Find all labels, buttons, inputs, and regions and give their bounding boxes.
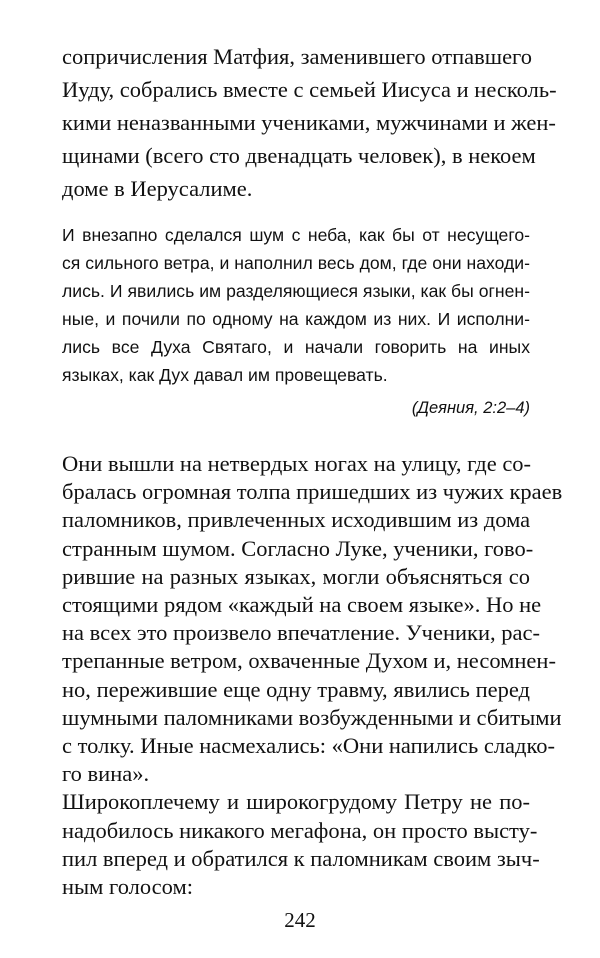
text-line: стоящими рядом «каждый на своем языке». Но не bbox=[62, 592, 542, 617]
text-line: странным шумом. Согласно Луке, ученики, гово- bbox=[62, 535, 534, 561]
text-line: на всех это произвело впечатление. Ученики, рас- bbox=[62, 620, 540, 646]
text-line: пил вперед и обратился к паломникам своим зыч- bbox=[62, 845, 540, 871]
text-line: паломников, привлеченных исходившим из дома bbox=[62, 507, 531, 533]
quote-line: лись. И явились им разделяющиеся языки, как бы огнен- bbox=[62, 281, 530, 301]
quote-line: лись все Духа Святаго, и начали говорить на иных bbox=[62, 337, 530, 357]
text-line: Широкоплечему и широкогрудому Петру не по- bbox=[62, 789, 530, 815]
text-line: доме в Иерусалиме. bbox=[62, 176, 253, 201]
text-line: Иуду, собрались вместе с семьей Иисуса и несколь- bbox=[62, 77, 557, 102]
quote-citation: (Деяния, 2:2–4) bbox=[411, 399, 530, 417]
page-number: 242 bbox=[284, 908, 316, 932]
text-line: ным голосом: bbox=[62, 874, 193, 899]
text-line: надобилось никакого мегафона, он просто высту- bbox=[62, 817, 538, 843]
quote-line: И внезапно сделался шум с неба, как бы от несущего- bbox=[62, 225, 530, 245]
quote-line: языках, как Дух давал им провещевать. bbox=[62, 365, 388, 385]
text-line: щинами (всего сто двенадцать человек), в некоем bbox=[62, 143, 536, 168]
quote-line: ся сильного ветра, и наполнил весь дом, где они находи- bbox=[62, 253, 530, 273]
text-line: трепанные ветром, охваченные Духом и, несомнен- bbox=[62, 648, 556, 674]
text-line: шумными паломниками возбужденными и сбитыми bbox=[62, 704, 562, 730]
text-line: но, пережившие еще одну травму, явились перед bbox=[62, 676, 530, 702]
text-line: сопричисления Матфия, заменившего отпавшего bbox=[62, 44, 532, 69]
quote-line: ные, и почили по одному на каждом из них. И исполни- bbox=[62, 309, 530, 329]
text-line: с толку. Иные насмехались: «Они напились сладко- bbox=[62, 733, 556, 758]
text-line: кими неназванными учениками, мужчинами и жен- bbox=[62, 110, 556, 135]
text-line: го вина». bbox=[62, 761, 150, 787]
text-line: бралась огромная толпа пришедших из чужих краев bbox=[62, 479, 563, 505]
text-line: рившие на разных языках, могли объясняться со bbox=[62, 563, 530, 589]
text-line: Они вышли на нетвердых ногах на улицу, где со- bbox=[62, 451, 532, 476]
